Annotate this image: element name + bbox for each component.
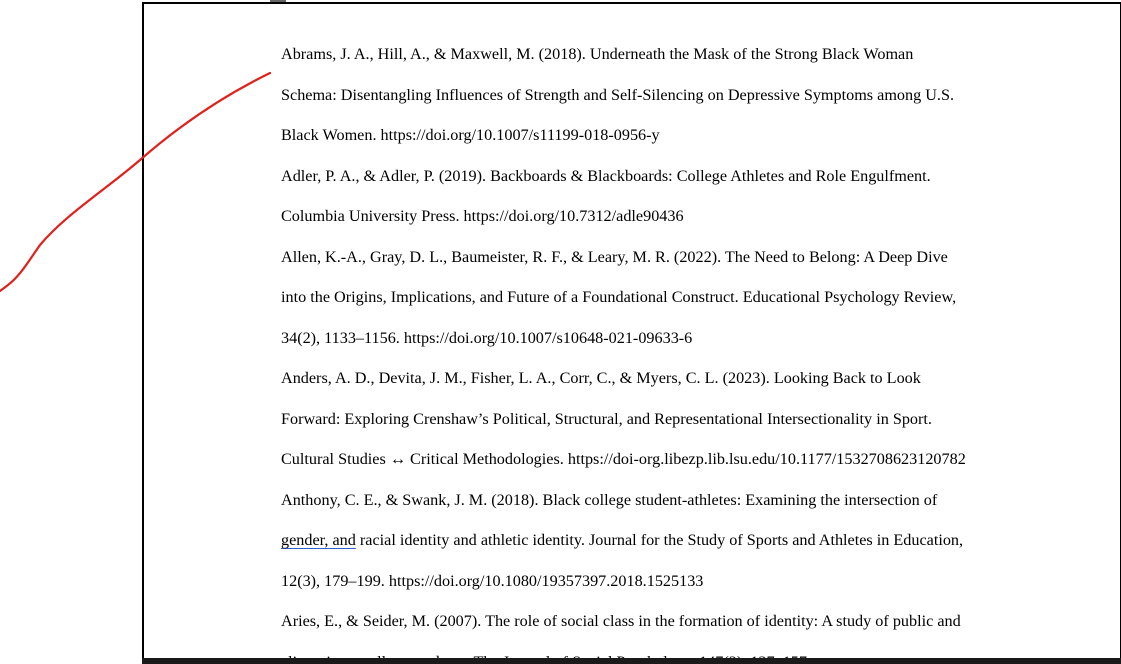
- reference-line: Schema: Disentangling Influences of Strength and Self-Silencing on Depressive Symptoms among U.S.: [281, 85, 955, 104]
- reference-line: 34(2), 1133–1156. https://doi.org/10.1007/s10648-021-09633-6: [281, 328, 693, 347]
- reference-line: [281, 528, 1111, 569]
- reference-line-rest: racial identity and athletic identity. Journal for the Study of Sports and Athletes in Education,: [359, 531, 964, 549]
- reference-list: [281, 42, 1111, 662]
- reference-line: Anders, A. D., Devita, J. M., Fisher, L. A., Corr, C., & Myers, C. L. (2023). Looking Back to Look: [281, 369, 921, 387]
- reference-line: Aries, E., & Seider, M. (2007). The role of social class in the formation of identity: A study of public and: [281, 612, 961, 630]
- reference-adler-2019: [281, 164, 1111, 245]
- reference-line: Black Women. https://doi.org/10.1007/s11199-018-0956-y: [281, 126, 660, 144]
- reference-line: Columbia University Press. https://doi.org/10.7312/adle90436: [281, 207, 684, 225]
- reference-line: into the Origins, Implications, and Future of a Foundational Construct. Educational Psychology Review,: [281, 288, 957, 306]
- reference-anthony-2018: [281, 488, 1111, 610]
- reference-line: 12(3), 179–199. https://doi.org/10.1080/19357397.2018.1525133: [281, 571, 704, 590]
- spellcheck-flagged-text[interactable]: gender, and: [281, 531, 356, 549]
- reference-line: Cultural Studies ↔ Critical Methodologies. https://doi-org.libezp.lib.lsu.edu/10.1177/1532708623120782: [281, 450, 966, 468]
- reference-line: Anthony, C. E., & Swank, J. M. (2018). Black college student-athletes: Examining the intersection of: [281, 490, 938, 509]
- reference-abrams-2018: [281, 42, 1111, 164]
- reference-anders-2023: [281, 366, 1111, 488]
- reference-line: Abrams, J. A., Hill, A., & Maxwell, M. (2018). Underneath the Mask of the Strong Black Woman: [281, 45, 914, 63]
- reference-aries-2007: [281, 609, 1111, 662]
- reference-allen-2022: [281, 245, 1111, 367]
- reference-line: Adler, P. A., & Adler, P. (2019). Backboards & Blackboards: College Athletes and Role Engulfment.: [281, 166, 931, 185]
- window-bottom-edge: [142, 658, 1121, 664]
- document-page[interactable]: [142, 2, 1121, 662]
- reference-line: Forward: Exploring Crenshaw’s Political, Structural, and Representational Intersectionality in Sport.: [281, 409, 932, 428]
- reference-line: Allen, K.-A., Gray, D. L., Baumeister, R. F., & Leary, M. R. (2022). The Need to Belong: A Deep Dive: [281, 247, 948, 266]
